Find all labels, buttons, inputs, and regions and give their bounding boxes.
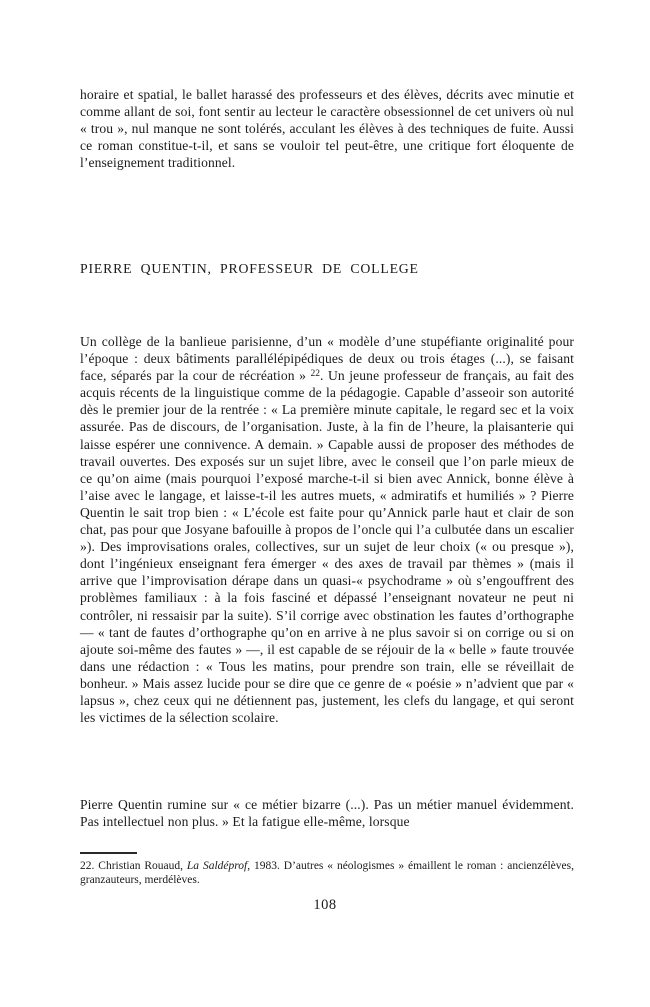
main-paragraph-text-before-ref: Un collège de la banlieue parisienne, d’un « modèle d’une stupéfiante originalité pour l’époque : deux bâtiments parallélépipédiques de deux ou trois étages (...), se faisant face, séparés par la cour de récréation » [80, 334, 574, 384]
footnote-citation-prefix: 22. Christian Rouaud, [80, 860, 187, 872]
footnote-citation-suffix: , 1983. D’autres « néologismes » émaillent le roman : ancienzélèves, granzauteurs, merdélèves. [80, 860, 574, 886]
intro-paragraph: horaire et spatial, le ballet harassé des professeurs et des élèves, décrits avec minutie et comme allant de soi, font sentir au lecteur le caractère obsessionnel de cet univers où nul « trou », nul manque ne sont tolérés, acculant les élèves à des techniques de fuite. Aussi ce roman constitue-t-il, et sans se vouloir tel peut-être, une critique fort éloquente de l’enseignement traditionnel. [80, 87, 574, 171]
footnote-divider-rule [80, 852, 137, 854]
footnote [80, 860, 574, 887]
main-paragraph-text-after-ref: . Un jeune professeur de français, au fait des acquis récents de la linguistique comme de la pédagogie. Capable d’asseoir son autorité dès le premier jour de la rentrée : « La première minute capitale, le regard sec et la voix assurée. Pas de discours, de l’organisation. Juste, à la fin de l’heure, la plaisanterie qui laisse espérer une connivence. A demain. » Capable aussi de proposer des méthodes de travail ouvertes. Des exposés sur un sujet libre, avec le conseil que l’on parle mieux de ce qu’on aime (mais pourquoi l’exposé marche-t-il si bien avec Annick, bonne élève à l’aise avec le langage, et laisse-t-il les autres muets, « admiratifs et humiliés » ? Pierre Quentin le sait trop bien : « L’école est faite pour qu’Annick parle haut et clair de son chat, pas pour que Josyane bafouille à propos de l’oncle qui l’a culbutée dans un escalier »). Des improvisations orales, collectives, sur un sujet de leur choix (« ou presque »), dont l’ingénieux enseignant fera émerger « des axes de travail par thèmes » (mais il arrive que l’improvisation dérape dans un quasi-« psychodrame » où s’engouffrent des problèmes familiaux : à la fois fasciné et dépassé l’enseignant novateur ne peut ni contrôler, ni ressaisir par la suite). S’il corrige avec obstination les fautes d’orthographe — « tant de fautes d’orthographe qu’on en arrive à ne plus savoir si on corrige ou si on ajoute soi-même des fautes » —, il est capable de se réjouir de la « belle » faute trouvée dans une rédaction : « Tous les matins, pour prendre son train, elle se réveillait de bonheur. » Mais assez lucide pour se dire que ce genre de « poésie » n’advient que par « lapsus », chez ceux qui ne détiennent pas, justement, les clefs du langage, et qui seront les victimes de la sélection scolaire. [80, 368, 574, 726]
footnote-reference-superscript: 22 [310, 369, 321, 380]
page-number: 108 [313, 897, 337, 913]
closing-paragraph: Pierre Quentin rumine sur « ce métier bizarre (...). Pas un métier manuel évidemment. Pas intellectuel non plus. » Et la fatigue elle-même, lorsque [80, 797, 574, 830]
footnote-book-title: La Saldéprof [186, 860, 248, 872]
main-paragraph [80, 333, 574, 726]
section-heading: PIERRE QUENTIN, PROFESSEUR DE COLLEGE [80, 261, 419, 276]
